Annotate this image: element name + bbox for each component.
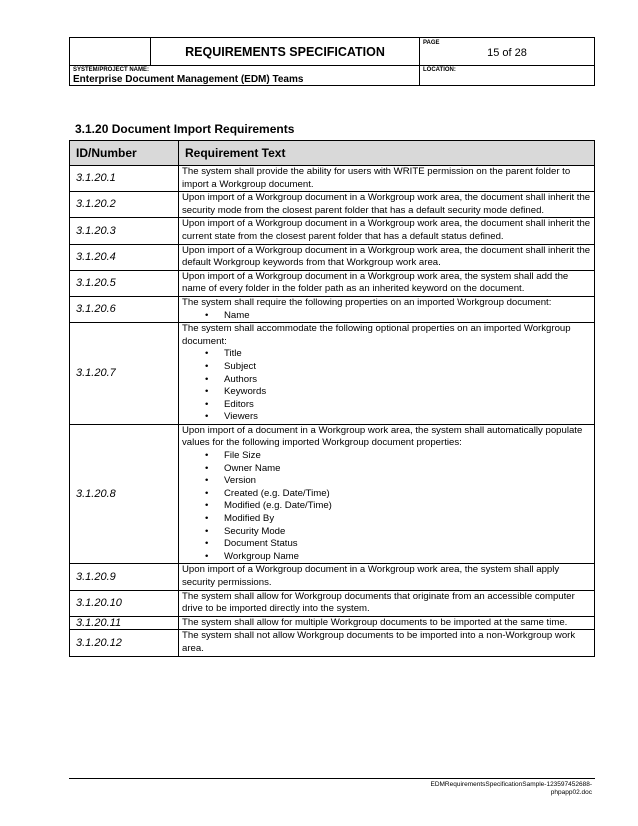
requirements-table-body [70,166,595,657]
column-header-id: ID/Number [70,141,179,166]
requirement-id: 3.1.20.5 [70,270,179,296]
requirement-text: Upon import of a Workgroup document in a Workgroup work area, the system shall add the name of every folder in the folder path as an inherited keyword on the document. [182,270,569,295]
document-title: REQUIREMENTS SPECIFICATION [185,45,385,59]
requirement-id: 3.1.20.10 [70,590,179,616]
footer-divider [69,778,595,779]
requirement-bullet-list [182,348,591,424]
bullet-item: • Modified (e.g. Date/Time) [224,500,591,513]
table-row [70,564,595,590]
table-row [70,616,595,630]
requirement-id: 3.1.20.2 [70,192,179,218]
requirement-text: The system shall require the following properties on an imported Workgroup document: [182,296,552,308]
requirement-id: 3.1.20.12 [70,630,179,656]
requirement-id: 3.1.20.7 [70,323,179,425]
table-row [70,166,595,192]
requirement-cell [179,323,595,425]
requirement-id: 3.1.20.8 [70,424,179,564]
project-name: Enterprise Document Management (EDM) Teams [73,74,304,85]
header-title-cell [151,38,420,66]
requirement-text: The system shall provide the ability for users with WRITE permission on the parent folder to import a Workgroup document. [182,166,571,190]
page-label: PAGE [423,40,440,46]
footer-filename-line2: phpapp02.doc [550,789,592,796]
footer-filename [392,781,592,797]
requirement-cell [179,296,595,322]
requirement-text: Upon import of a document in a Workgroup work area, the system shall automatically populate values for the following imported Workgroup document properties: [182,424,583,449]
requirement-text: Upon import of a Workgroup document in a Workgroup work area, the document shall inherit the current state from the closest parent folder that has a default status defined. [182,218,591,242]
requirement-bullet-list [182,310,591,323]
header-logo-cell [70,38,151,66]
table-row [70,296,595,322]
requirement-cell [179,590,595,616]
table-row [70,630,595,656]
bullet-item: • Editors [224,399,591,412]
requirement-cell [179,424,595,564]
page-number: 15 of 28 [487,47,527,59]
requirement-text: Upon import of a Workgroup document in a Workgroup work area, the system shall apply security permissions. [182,564,560,588]
bullet-item: • Authors [224,374,591,387]
bullet-item: • Viewers [224,411,591,424]
bullet-item: • Modified By [224,513,591,526]
bullet-item: • Workgroup Name [224,551,591,564]
column-header-text: Requirement Text [179,141,595,166]
requirements-table [69,140,595,657]
requirement-cell [179,630,595,656]
section-title: 3.1.20 Document Import Requirements [75,122,295,136]
project-cell [70,66,420,86]
table-row [70,270,595,296]
requirement-id: 3.1.20.1 [70,166,179,192]
requirement-id: 3.1.20.3 [70,218,179,244]
bullet-item: • Created (e.g. Date/Time) [224,488,591,501]
page-header [69,37,595,86]
bullet-item: • Version [224,475,591,488]
bullet-item: • Name [224,310,591,323]
requirement-cell [179,244,595,270]
requirement-text: Upon import of a Workgroup document in a Workgroup work area, the document shall inherit the security mode from the closest parent folder that has a default security mode defined. [182,192,591,216]
requirement-text: Upon import of a Workgroup document in a Workgroup work area, the document shall inherit the default Workgroup keywords from that Workgroup work area. [182,244,591,269]
footer-filename-line1: EDMRequirementsSpecificationSample-123597452688- [430,781,592,788]
requirement-cell [179,270,595,296]
bullet-item: • File Size [224,450,591,463]
requirement-id: 3.1.20.4 [70,244,179,270]
bullet-item: • Owner Name [224,463,591,476]
location-label: LOCATION: [423,67,456,73]
bullet-item: • Document Status [224,538,591,551]
requirement-bullet-list [182,450,591,563]
requirement-id: 3.1.20.6 [70,296,179,322]
bullet-item: • Security Mode [224,526,591,539]
table-row [70,323,595,425]
requirement-id: 3.1.20.9 [70,564,179,590]
bullet-item: • Title [224,348,591,361]
table-row [70,590,595,616]
location-cell [420,66,595,86]
requirement-cell [179,564,595,590]
requirement-cell [179,616,595,630]
requirement-cell [179,166,595,192]
table-row [70,244,595,270]
table-row [70,424,595,564]
table-row [70,218,595,244]
requirement-text: The system shall allow for Workgroup documents that originate from an accessible computer drive to be imported directly into the system. [182,590,575,615]
requirement-id: 3.1.20.11 [70,616,179,630]
requirement-text: The system shall not allow Workgroup documents to be imported into a non-Workgroup work area. [182,630,576,654]
project-label: SYSTEM/PROJECT NAME: [73,67,150,73]
header-page-cell [420,38,595,66]
bullet-item: • Keywords [224,386,591,399]
requirement-text: The system shall accommodate the following optional properties on an imported Workgroup document: [182,323,571,347]
table-row [70,192,595,218]
bullet-item: • Subject [224,361,591,374]
requirement-text: The system shall allow for multiple Workgroup documents to be imported at the same time. [182,616,568,628]
requirement-cell [179,218,595,244]
table-header-row [70,141,595,166]
requirement-cell [179,192,595,218]
